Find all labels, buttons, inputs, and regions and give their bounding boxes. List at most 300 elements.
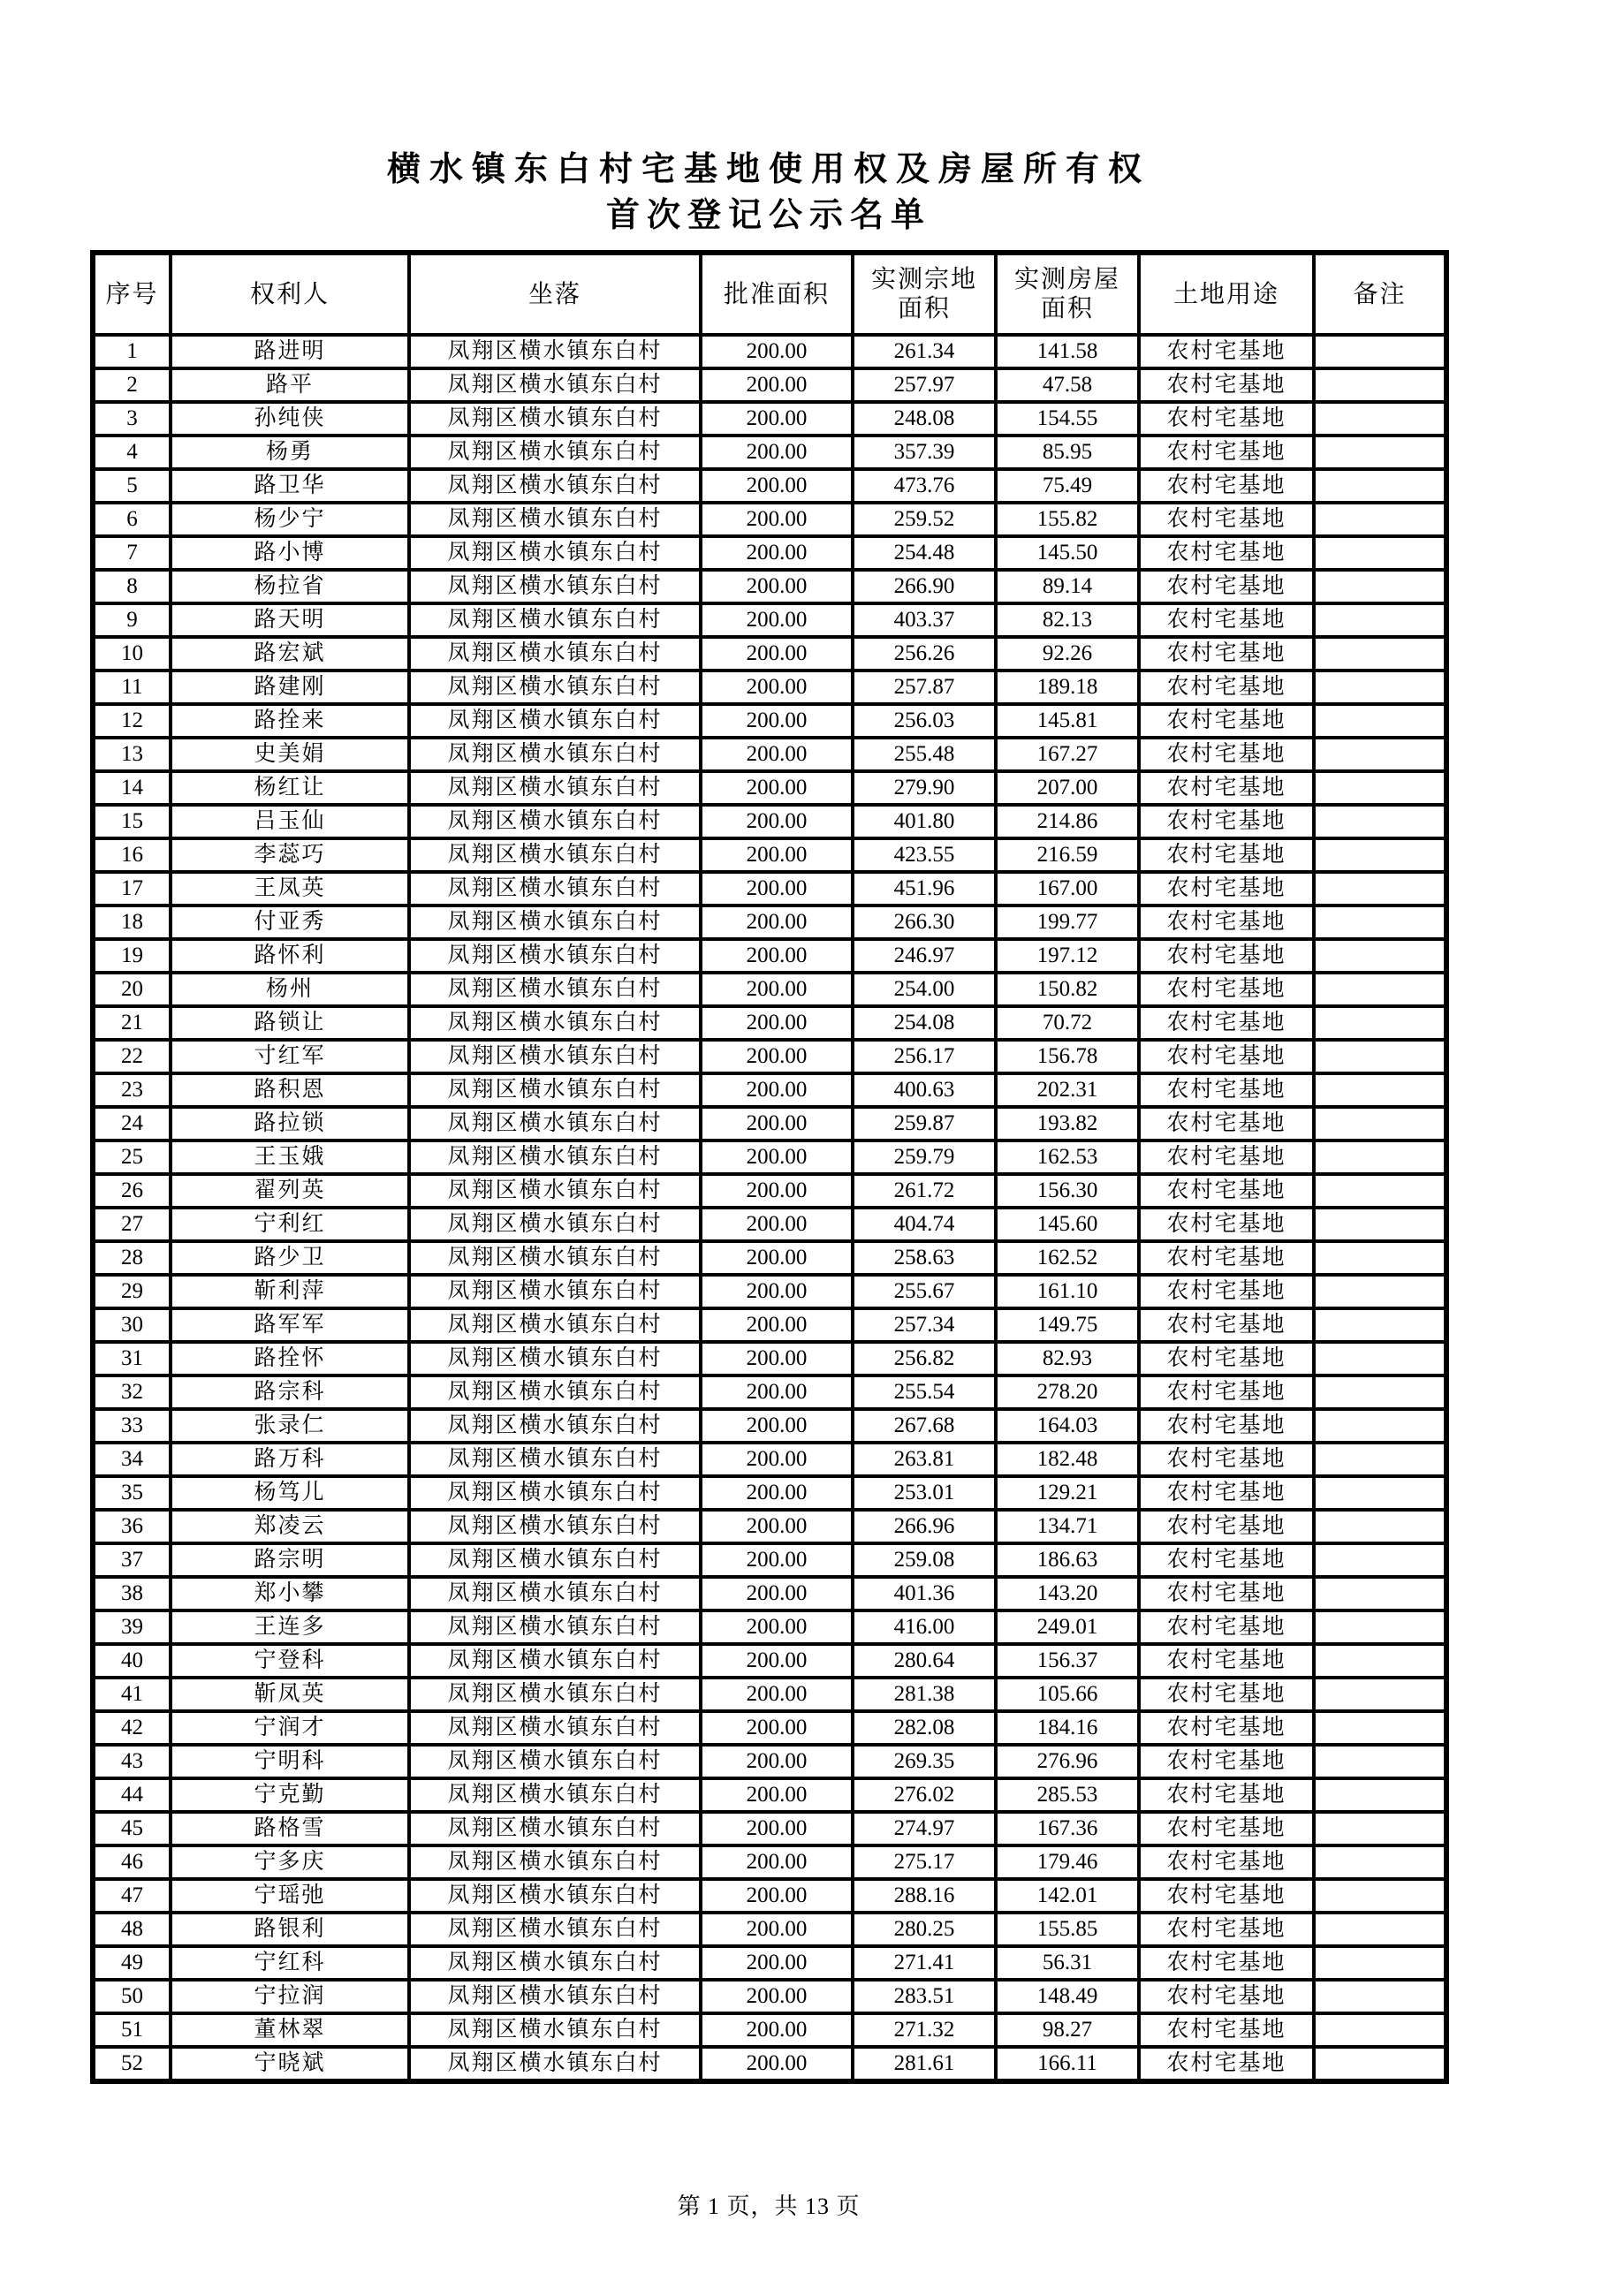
cell-land-use: 农村宅基地: [1139, 1610, 1314, 1644]
cell-owner: 宁登科: [171, 1644, 409, 1678]
column-header-land-use: 土地用途: [1139, 253, 1314, 335]
table-row: [93, 738, 1446, 771]
cell-parcel-area: 282.08: [853, 1711, 996, 1745]
cell-approved-area: 200.00: [701, 1208, 853, 1241]
cell-owner: 王凤英: [171, 872, 409, 906]
cell-house-area: 162.53: [996, 1140, 1139, 1174]
cell-approved-area: 200.00: [701, 738, 853, 771]
cell-parcel-area: 254.08: [853, 1006, 996, 1040]
cell-land-use: 农村宅基地: [1139, 1678, 1314, 1711]
cell-house-area: 182.48: [996, 1443, 1139, 1476]
cell-approved-area: 200.00: [701, 1040, 853, 1073]
cell-land-use: 农村宅基地: [1139, 469, 1314, 503]
cell-house-area: 184.16: [996, 1711, 1139, 1745]
cell-owner: 宁红科: [171, 1946, 409, 1980]
cell-approved-area: 200.00: [701, 1745, 853, 1778]
cell-house-area: 75.49: [996, 469, 1139, 503]
cell-land-use: 农村宅基地: [1139, 1241, 1314, 1275]
cell-land-use: 农村宅基地: [1139, 704, 1314, 738]
cell-location: 凤翔区横水镇东白村: [409, 1275, 701, 1308]
cell-no: 16: [93, 838, 171, 872]
cell-approved-area: 200.00: [701, 1845, 853, 1879]
cell-owner: 靳利萍: [171, 1275, 409, 1308]
table-row: [93, 1980, 1446, 2013]
cell-house-area: 85.95: [996, 436, 1139, 469]
cell-approved-area: 200.00: [701, 2013, 853, 2047]
cell-remark: [1314, 603, 1446, 637]
cell-no: 17: [93, 872, 171, 906]
table-row: [93, 906, 1446, 939]
table-row: [93, 704, 1446, 738]
cell-land-use: 农村宅基地: [1139, 1006, 1314, 1040]
table-row: [93, 1443, 1446, 1476]
cell-no: 29: [93, 1275, 171, 1308]
cell-parcel-area: 357.39: [853, 436, 996, 469]
table-row: [93, 1476, 1446, 1510]
cell-no: 24: [93, 1107, 171, 1140]
cell-house-area: 129.21: [996, 1476, 1139, 1510]
cell-approved-area: 200.00: [701, 2047, 853, 2081]
table-row: [93, 1745, 1446, 1778]
cell-approved-area: 200.00: [701, 1946, 853, 1980]
cell-no: 40: [93, 1644, 171, 1678]
cell-remark: [1314, 2047, 1446, 2081]
table-row: [93, 1308, 1446, 1342]
cell-no: 48: [93, 1913, 171, 1946]
cell-approved-area: 200.00: [701, 1443, 853, 1476]
table-row: [93, 1845, 1446, 1879]
cell-house-area: 186.63: [996, 1543, 1139, 1577]
cell-owner: 王连多: [171, 1610, 409, 1644]
cell-parcel-area: 423.55: [853, 838, 996, 872]
cell-approved-area: 200.00: [701, 1644, 853, 1678]
cell-land-use: 农村宅基地: [1139, 1510, 1314, 1543]
cell-owner: 路银利: [171, 1913, 409, 1946]
cell-remark: [1314, 1946, 1446, 1980]
cell-land-use: 农村宅基地: [1139, 1140, 1314, 1174]
cell-no: 47: [93, 1879, 171, 1913]
cell-house-area: 199.77: [996, 906, 1139, 939]
cell-house-area: 166.11: [996, 2047, 1139, 2081]
cell-approved-area: 200.00: [701, 1241, 853, 1275]
cell-no: 15: [93, 805, 171, 838]
cell-remark: [1314, 1678, 1446, 1711]
table-row: [93, 1006, 1446, 1040]
cell-house-area: 216.59: [996, 838, 1139, 872]
cell-location: 凤翔区横水镇东白村: [409, 436, 701, 469]
cell-location: 凤翔区横水镇东白村: [409, 1946, 701, 1980]
cell-no: 9: [93, 603, 171, 637]
cell-land-use: 农村宅基地: [1139, 570, 1314, 603]
cell-location: 凤翔区横水镇东白村: [409, 1375, 701, 1409]
cell-location: 凤翔区横水镇东白村: [409, 1812, 701, 1845]
cell-land-use: 农村宅基地: [1139, 1644, 1314, 1678]
cell-remark: [1314, 1543, 1446, 1577]
cell-parcel-area: 403.37: [853, 603, 996, 637]
cell-land-use: 农村宅基地: [1139, 603, 1314, 637]
cell-approved-area: 200.00: [701, 637, 853, 671]
cell-owner: 路少卫: [171, 1241, 409, 1275]
cell-remark: [1314, 1308, 1446, 1342]
cell-parcel-area: 258.63: [853, 1241, 996, 1275]
cell-land-use: 农村宅基地: [1139, 1711, 1314, 1745]
table-row: [93, 1610, 1446, 1644]
cell-house-area: 193.82: [996, 1107, 1139, 1140]
cell-land-use: 农村宅基地: [1139, 1879, 1314, 1913]
cell-no: 28: [93, 1241, 171, 1275]
cell-location: 凤翔区横水镇东白村: [409, 2013, 701, 2047]
cell-land-use: 农村宅基地: [1139, 1342, 1314, 1375]
cell-house-area: 47.58: [996, 368, 1139, 402]
cell-parcel-area: 259.52: [853, 503, 996, 536]
column-header-no: 序号: [93, 253, 171, 335]
cell-land-use: 农村宅基地: [1139, 906, 1314, 939]
cell-land-use: 农村宅基地: [1139, 1812, 1314, 1845]
cell-house-area: 278.20: [996, 1375, 1139, 1409]
cell-land-use: 农村宅基地: [1139, 838, 1314, 872]
cell-owner: 宁利红: [171, 1208, 409, 1241]
cell-parcel-area: 276.02: [853, 1778, 996, 1812]
cell-house-area: 214.86: [996, 805, 1139, 838]
cell-parcel-area: 263.81: [853, 1443, 996, 1476]
cell-location: 凤翔区横水镇东白村: [409, 1845, 701, 1879]
cell-location: 凤翔区横水镇东白村: [409, 603, 701, 637]
cell-location: 凤翔区横水镇东白村: [409, 1913, 701, 1946]
cell-land-use: 农村宅基地: [1139, 738, 1314, 771]
cell-owner: 宁拉润: [171, 1980, 409, 2013]
cell-location: 凤翔区横水镇东白村: [409, 402, 701, 436]
cell-no: 11: [93, 671, 171, 704]
cell-no: 51: [93, 2013, 171, 2047]
document-title: [90, 150, 1447, 236]
cell-parcel-area: 280.64: [853, 1644, 996, 1678]
cell-no: 38: [93, 1577, 171, 1610]
table-row: [93, 2013, 1446, 2047]
table-row: [93, 1073, 1446, 1107]
cell-owner: 路宗科: [171, 1375, 409, 1409]
cell-approved-area: 200.00: [701, 335, 853, 368]
cell-house-area: 154.55: [996, 402, 1139, 436]
cell-parcel-area: 283.51: [853, 1980, 996, 2013]
cell-house-area: 167.36: [996, 1812, 1139, 1845]
table-row: [93, 1577, 1446, 1610]
cell-remark: [1314, 838, 1446, 872]
table-row: [93, 536, 1446, 570]
cell-parcel-area: 281.38: [853, 1678, 996, 1711]
cell-location: 凤翔区横水镇东白村: [409, 872, 701, 906]
column-header-approved-area: 批准面积: [701, 253, 853, 335]
cell-remark: [1314, 503, 1446, 536]
cell-location: 凤翔区横水镇东白村: [409, 1678, 701, 1711]
cell-no: 46: [93, 1845, 171, 1879]
cell-land-use: 农村宅基地: [1139, 771, 1314, 805]
cell-owner: 路宏斌: [171, 637, 409, 671]
cell-owner: 郑凌云: [171, 1510, 409, 1543]
cell-remark: [1314, 1006, 1446, 1040]
cell-remark: [1314, 671, 1446, 704]
cell-parcel-area: 275.17: [853, 1845, 996, 1879]
table-row: [93, 1913, 1446, 1946]
cell-no: 19: [93, 939, 171, 973]
table-row: [93, 570, 1446, 603]
table-row: [93, 1174, 1446, 1208]
table-row: [93, 1644, 1446, 1678]
cell-house-area: 141.58: [996, 335, 1139, 368]
cell-owner: 路锁让: [171, 1006, 409, 1040]
cell-parcel-area: 280.25: [853, 1913, 996, 1946]
table-row: [93, 469, 1446, 503]
cell-parcel-area: 261.72: [853, 1174, 996, 1208]
table-row: [93, 1241, 1446, 1275]
cell-no: 7: [93, 536, 171, 570]
cell-parcel-area: 255.54: [853, 1375, 996, 1409]
cell-remark: [1314, 805, 1446, 838]
table-row: [93, 1409, 1446, 1443]
cell-owner: 杨少宁: [171, 503, 409, 536]
cell-remark: [1314, 1208, 1446, 1241]
table-row: [93, 1812, 1446, 1845]
cell-remark: [1314, 1140, 1446, 1174]
table-row: [93, 1678, 1446, 1711]
cell-no: 41: [93, 1678, 171, 1711]
table-row: [93, 1879, 1446, 1913]
cell-owner: 李蕊巧: [171, 838, 409, 872]
cell-approved-area: 200.00: [701, 1140, 853, 1174]
cell-land-use: 农村宅基地: [1139, 1745, 1314, 1778]
table-row: [93, 368, 1446, 402]
cell-owner: 王玉娥: [171, 1140, 409, 1174]
cell-remark: [1314, 1610, 1446, 1644]
cell-owner: 付亚秀: [171, 906, 409, 939]
cell-house-area: 155.85: [996, 1913, 1139, 1946]
cell-house-area: 249.01: [996, 1610, 1139, 1644]
column-header-parcel-area: 实测宗地面积: [853, 253, 996, 335]
cell-parcel-area: 288.16: [853, 1879, 996, 1913]
cell-approved-area: 200.00: [701, 1308, 853, 1342]
cell-remark: [1314, 1342, 1446, 1375]
cell-no: 1: [93, 335, 171, 368]
cell-approved-area: 200.00: [701, 436, 853, 469]
cell-land-use: 农村宅基地: [1139, 1476, 1314, 1510]
cell-land-use: 农村宅基地: [1139, 872, 1314, 906]
cell-approved-area: 200.00: [701, 1073, 853, 1107]
cell-remark: [1314, 570, 1446, 603]
cell-owner: 靳凤英: [171, 1678, 409, 1711]
cell-land-use: 农村宅基地: [1139, 1073, 1314, 1107]
column-header-location: 坐落: [409, 253, 701, 335]
cell-house-area: 148.49: [996, 1980, 1139, 2013]
cell-house-area: 56.31: [996, 1946, 1139, 1980]
cell-approved-area: 200.00: [701, 872, 853, 906]
cell-location: 凤翔区横水镇东白村: [409, 1778, 701, 1812]
cell-remark: [1314, 1577, 1446, 1610]
cell-owner: 张录仁: [171, 1409, 409, 1443]
cell-location: 凤翔区横水镇东白村: [409, 1208, 701, 1241]
cell-house-area: 145.50: [996, 536, 1139, 570]
cell-house-area: 105.66: [996, 1678, 1139, 1711]
cell-house-area: 162.52: [996, 1241, 1139, 1275]
cell-approved-area: 200.00: [701, 1778, 853, 1812]
cell-location: 凤翔区横水镇东白村: [409, 771, 701, 805]
cell-owner: 路怀利: [171, 939, 409, 973]
cell-parcel-area: 256.17: [853, 1040, 996, 1073]
table-row: [93, 1275, 1446, 1308]
cell-remark: [1314, 536, 1446, 570]
cell-approved-area: 200.00: [701, 1913, 853, 1946]
cell-parcel-area: 255.67: [853, 1275, 996, 1308]
cell-approved-area: 200.00: [701, 1543, 853, 1577]
cell-house-area: 156.30: [996, 1174, 1139, 1208]
table-row: [93, 872, 1446, 906]
cell-no: 2: [93, 368, 171, 402]
cell-land-use: 农村宅基地: [1139, 335, 1314, 368]
cell-no: 36: [93, 1510, 171, 1543]
cell-land-use: 农村宅基地: [1139, 1443, 1314, 1476]
cell-owner: 路拉锁: [171, 1107, 409, 1140]
cell-land-use: 农村宅基地: [1139, 1409, 1314, 1443]
document-title-line1: 横水镇东白村宅基地使用权及房屋所有权: [386, 151, 1150, 188]
cell-approved-area: 200.00: [701, 603, 853, 637]
cell-location: 凤翔区横水镇东白村: [409, 570, 701, 603]
cell-parcel-area: 256.26: [853, 637, 996, 671]
cell-location: 凤翔区横水镇东白村: [409, 1107, 701, 1140]
cell-owner: 路建刚: [171, 671, 409, 704]
cell-location: 凤翔区横水镇东白村: [409, 1443, 701, 1476]
cell-remark: [1314, 436, 1446, 469]
cell-remark: [1314, 469, 1446, 503]
table-row: [93, 1040, 1446, 1073]
cell-parcel-area: 257.87: [853, 671, 996, 704]
cell-house-area: 98.27: [996, 2013, 1139, 2047]
table-row: [93, 1946, 1446, 1980]
cell-owner: 宁明科: [171, 1745, 409, 1778]
cell-parcel-area: 257.34: [853, 1308, 996, 1342]
cell-remark: [1314, 402, 1446, 436]
table-row: [93, 939, 1446, 973]
cell-parcel-area: 271.32: [853, 2013, 996, 2047]
cell-approved-area: 200.00: [701, 1711, 853, 1745]
table-row: [93, 503, 1446, 536]
cell-remark: [1314, 771, 1446, 805]
cell-no: 21: [93, 1006, 171, 1040]
cell-owner: 史美娟: [171, 738, 409, 771]
cell-approved-area: 200.00: [701, 906, 853, 939]
cell-no: 50: [93, 1980, 171, 2013]
cell-owner: 孙纯侠: [171, 402, 409, 436]
cell-land-use: 农村宅基地: [1139, 368, 1314, 402]
table-row: [93, 805, 1446, 838]
cell-parcel-area: 259.79: [853, 1140, 996, 1174]
cell-no: 10: [93, 637, 171, 671]
cell-approved-area: 200.00: [701, 1980, 853, 2013]
cell-approved-area: 200.00: [701, 1510, 853, 1543]
cell-land-use: 农村宅基地: [1139, 2013, 1314, 2047]
cell-owner: 董林翠: [171, 2013, 409, 2047]
cell-remark: [1314, 1375, 1446, 1409]
cell-remark: [1314, 1644, 1446, 1678]
cell-location: 凤翔区横水镇东白村: [409, 2047, 701, 2081]
cell-owner: 路平: [171, 368, 409, 402]
table-row: [93, 1778, 1446, 1812]
cell-no: 6: [93, 503, 171, 536]
cell-approved-area: 200.00: [701, 973, 853, 1006]
cell-location: 凤翔区横水镇东白村: [409, 637, 701, 671]
cell-remark: [1314, 1107, 1446, 1140]
cell-location: 凤翔区横水镇东白村: [409, 671, 701, 704]
cell-no: 52: [93, 2047, 171, 2081]
cell-parcel-area: 257.97: [853, 368, 996, 402]
cell-owner: 杨红让: [171, 771, 409, 805]
cell-house-area: 142.01: [996, 1879, 1139, 1913]
cell-location: 凤翔区横水镇东白村: [409, 1040, 701, 1073]
cell-approved-area: 200.00: [701, 368, 853, 402]
cell-location: 凤翔区横水镇东白村: [409, 368, 701, 402]
cell-house-area: 143.20: [996, 1577, 1139, 1610]
cell-parcel-area: 401.36: [853, 1577, 996, 1610]
cell-location: 凤翔区横水镇东白村: [409, 1409, 701, 1443]
table-body: [93, 335, 1446, 2081]
cell-location: 凤翔区横水镇东白村: [409, 805, 701, 838]
cell-remark: [1314, 1745, 1446, 1778]
cell-land-use: 农村宅基地: [1139, 1980, 1314, 2013]
cell-house-area: 149.75: [996, 1308, 1139, 1342]
cell-land-use: 农村宅基地: [1139, 1107, 1314, 1140]
cell-location: 凤翔区横水镇东白村: [409, 906, 701, 939]
cell-location: 凤翔区横水镇东白村: [409, 1174, 701, 1208]
cell-location: 凤翔区横水镇东白村: [409, 973, 701, 1006]
cell-location: 凤翔区横水镇东白村: [409, 1476, 701, 1510]
cell-parcel-area: 256.03: [853, 704, 996, 738]
cell-house-area: 285.53: [996, 1778, 1139, 1812]
cell-house-area: 276.96: [996, 1745, 1139, 1778]
cell-location: 凤翔区横水镇东白村: [409, 1140, 701, 1174]
cell-parcel-area: 266.90: [853, 570, 996, 603]
cell-owner: 宁晓斌: [171, 2047, 409, 2081]
cell-house-area: 145.60: [996, 1208, 1139, 1241]
cell-no: 32: [93, 1375, 171, 1409]
registration-table: [90, 250, 1449, 2084]
cell-parcel-area: 416.00: [853, 1610, 996, 1644]
cell-location: 凤翔区横水镇东白村: [409, 1342, 701, 1375]
document-title-line2: 首次登记公示名单: [605, 196, 931, 234]
cell-approved-area: 200.00: [701, 536, 853, 570]
cell-no: 31: [93, 1342, 171, 1375]
cell-remark: [1314, 335, 1446, 368]
cell-house-area: 134.71: [996, 1510, 1139, 1543]
cell-no: 27: [93, 1208, 171, 1241]
table-row: [93, 436, 1446, 469]
table-row: [93, 1107, 1446, 1140]
cell-remark: [1314, 1913, 1446, 1946]
table-header-row: [93, 253, 1446, 335]
cell-parcel-area: 266.96: [853, 1510, 996, 1543]
cell-location: 凤翔区横水镇东白村: [409, 1073, 701, 1107]
cell-house-area: 164.03: [996, 1409, 1139, 1443]
cell-remark: [1314, 1778, 1446, 1812]
cell-remark: [1314, 939, 1446, 973]
cell-approved-area: 200.00: [701, 1577, 853, 1610]
cell-approved-area: 200.00: [701, 1409, 853, 1443]
cell-owner: 郑小攀: [171, 1577, 409, 1610]
cell-house-area: 167.00: [996, 872, 1139, 906]
cell-land-use: 农村宅基地: [1139, 671, 1314, 704]
cell-parcel-area: 253.01: [853, 1476, 996, 1510]
cell-owner: 杨州: [171, 973, 409, 1006]
cell-land-use: 农村宅基地: [1139, 2047, 1314, 2081]
column-header-house-area: 实测房屋面积: [996, 253, 1139, 335]
cell-land-use: 农村宅基地: [1139, 1778, 1314, 1812]
cell-no: 13: [93, 738, 171, 771]
